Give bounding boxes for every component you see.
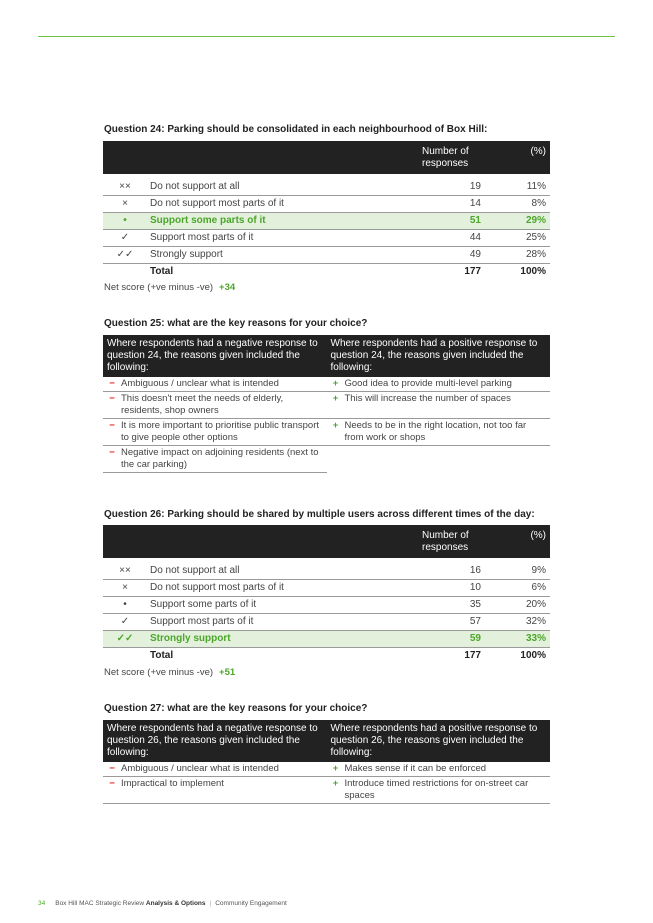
row-label: Do not support at all xyxy=(147,179,418,196)
double-cross-icon: ×× xyxy=(103,179,147,196)
q24-header-blank-2 xyxy=(147,141,418,174)
negative-reason: − It is more important to prioritise public transport to give people other options xyxy=(103,419,327,446)
q25-title: Question 25: what are the key reasons for your choice? xyxy=(104,318,368,329)
plus-icon: + xyxy=(332,378,339,389)
q24-table xyxy=(103,141,550,280)
plus-icon: + xyxy=(332,763,339,774)
total-label: Total xyxy=(150,266,174,277)
footer-doc-title: Box Hill MAC Strategic Review xyxy=(55,900,145,907)
total-count: 177 xyxy=(464,266,481,277)
row-percent: 29% xyxy=(487,213,550,230)
row-count: 19 xyxy=(418,179,487,196)
table-row xyxy=(103,580,550,597)
total-row xyxy=(103,648,550,665)
row-percent: 8% xyxy=(487,196,550,213)
row-count: 44 xyxy=(418,230,487,247)
positive-header: Where respondents had a positive response to question 26, the reasons given included the following: xyxy=(327,720,551,762)
net-score-label: Net score (+ve minus -ve) xyxy=(104,282,214,293)
net-score-value: +34 xyxy=(219,282,236,293)
net-score-value: +51 xyxy=(219,667,236,678)
row-label: Support some parts of it xyxy=(147,597,418,614)
positive-header: Where respondents had a positive response to question 24, the reasons given included the following: xyxy=(327,335,551,377)
negative-header: Where respondents had a negative response to question 24, the reasons given included the following: xyxy=(103,335,327,377)
table-row-highlighted xyxy=(103,213,550,230)
table-row xyxy=(103,446,550,473)
row-count: 51 xyxy=(418,213,487,230)
q26-header-pct: (%) xyxy=(487,525,550,558)
table-row xyxy=(103,179,550,196)
plus-icon: + xyxy=(332,420,339,431)
row-label: Do not support at all xyxy=(147,563,418,580)
plus-icon: + xyxy=(332,778,339,789)
footer-section: Analysis & Options xyxy=(145,900,206,907)
positive-reason: + Needs to be in the right location, not too far from work or shops xyxy=(327,419,551,446)
minus-icon: − xyxy=(109,778,115,789)
table-row xyxy=(103,392,550,419)
total-count: 177 xyxy=(464,650,481,661)
q24-net-score xyxy=(104,282,235,293)
minus-icon: − xyxy=(109,447,115,458)
positive-reason: + This will increase the number of spaces xyxy=(327,392,551,419)
q27-reasons-table xyxy=(103,720,550,804)
page-footer: 34 Box Hill MAC Strategic Review Analysis & Options | Community Engagement xyxy=(38,900,287,907)
table-row xyxy=(103,597,550,614)
footer-subsection: Community Engagement xyxy=(215,900,287,907)
row-percent: 9% xyxy=(487,563,550,580)
row-percent: 33% xyxy=(487,631,550,648)
q24-header-pct: (%) xyxy=(487,141,550,174)
table-row xyxy=(103,196,550,213)
q24-header-responses: Number of responses xyxy=(418,141,487,174)
table-row-highlighted xyxy=(103,631,550,648)
row-count: 49 xyxy=(418,247,487,264)
negative-reason: − Ambiguous / unclear what is intended xyxy=(103,762,327,777)
table-row xyxy=(103,230,550,247)
plus-icon: + xyxy=(332,393,339,404)
row-count: 57 xyxy=(418,614,487,631)
double-cross-icon: ×× xyxy=(103,563,147,580)
double-check-icon: ✓✓ xyxy=(103,631,147,648)
table-row xyxy=(103,614,550,631)
total-row xyxy=(103,264,550,281)
net-score-label: Net score (+ve minus -ve) xyxy=(104,667,214,678)
top-rule xyxy=(38,36,615,37)
table-row xyxy=(103,777,550,804)
q26-net-score xyxy=(104,667,235,678)
cross-icon: × xyxy=(103,196,147,213)
double-check-icon: ✓✓ xyxy=(103,247,147,264)
minus-icon: − xyxy=(109,420,115,431)
row-count: 16 xyxy=(418,563,487,580)
row-count: 10 xyxy=(418,580,487,597)
row-label: Strongly support xyxy=(147,631,418,648)
row-label: Support most parts of it xyxy=(147,230,418,247)
negative-reason: − Impractical to implement xyxy=(103,777,327,804)
q25-reasons-table xyxy=(103,335,550,473)
negative-header: Where respondents had a negative response to question 26, the reasons given included the following: xyxy=(103,720,327,762)
minus-icon: − xyxy=(109,378,115,389)
row-percent: 20% xyxy=(487,597,550,614)
check-icon: ✓ xyxy=(103,614,147,631)
positive-reason: + Makes sense if it can be enforced xyxy=(327,762,551,777)
row-count: 35 xyxy=(418,597,487,614)
negative-reason: − Negative impact on adjoining residents (next to the car parking) xyxy=(103,446,327,473)
minus-icon: − xyxy=(109,393,115,404)
row-percent: 25% xyxy=(487,230,550,247)
q24-title: Question 24: Parking should be consolidated in each neighbourhood of Box Hill: xyxy=(104,124,488,135)
row-label: Strongly support xyxy=(147,247,418,264)
bullet-icon: • xyxy=(103,213,147,230)
row-count: 59 xyxy=(418,631,487,648)
page-number: 34 xyxy=(38,900,46,907)
row-label: Do not support most parts of it xyxy=(147,196,418,213)
table-row xyxy=(103,377,550,392)
table-row xyxy=(103,563,550,580)
q26-header-responses: Number of responses xyxy=(418,525,487,558)
cross-icon: × xyxy=(103,580,147,597)
row-percent: 6% xyxy=(487,580,550,597)
q24-header-blank xyxy=(103,141,147,174)
positive-reason: + Good idea to provide multi-level parking xyxy=(327,377,551,392)
q26-table xyxy=(103,525,550,664)
row-percent: 32% xyxy=(487,614,550,631)
row-count: 14 xyxy=(418,196,487,213)
row-label: Do not support most parts of it xyxy=(147,580,418,597)
table-row xyxy=(103,419,550,446)
row-percent: 11% xyxy=(487,179,550,196)
total-percent: 100% xyxy=(520,650,546,661)
positive-reason: + Introduce timed restrictions for on-street car spaces xyxy=(327,777,551,804)
q26-header-blank-2 xyxy=(147,525,418,558)
q27-title: Question 27: what are the key reasons for your choice? xyxy=(104,703,368,714)
total-label: Total xyxy=(150,650,174,661)
row-label: Support some parts of it xyxy=(147,213,418,230)
check-icon: ✓ xyxy=(103,230,147,247)
minus-icon: − xyxy=(109,763,115,774)
total-percent: 100% xyxy=(520,266,546,277)
table-row xyxy=(103,762,550,777)
q26-header-blank xyxy=(103,525,147,558)
row-label: Support most parts of it xyxy=(147,614,418,631)
table-row xyxy=(103,247,550,264)
bullet-icon: • xyxy=(103,597,147,614)
negative-reason: − This doesn't meet the needs of elderly, residents, shop owners xyxy=(103,392,327,419)
row-percent: 28% xyxy=(487,247,550,264)
q26-title: Question 26: Parking should be shared by multiple users across different times of the day: xyxy=(104,509,535,520)
negative-reason: − Ambiguous / unclear what is intended xyxy=(103,377,327,392)
